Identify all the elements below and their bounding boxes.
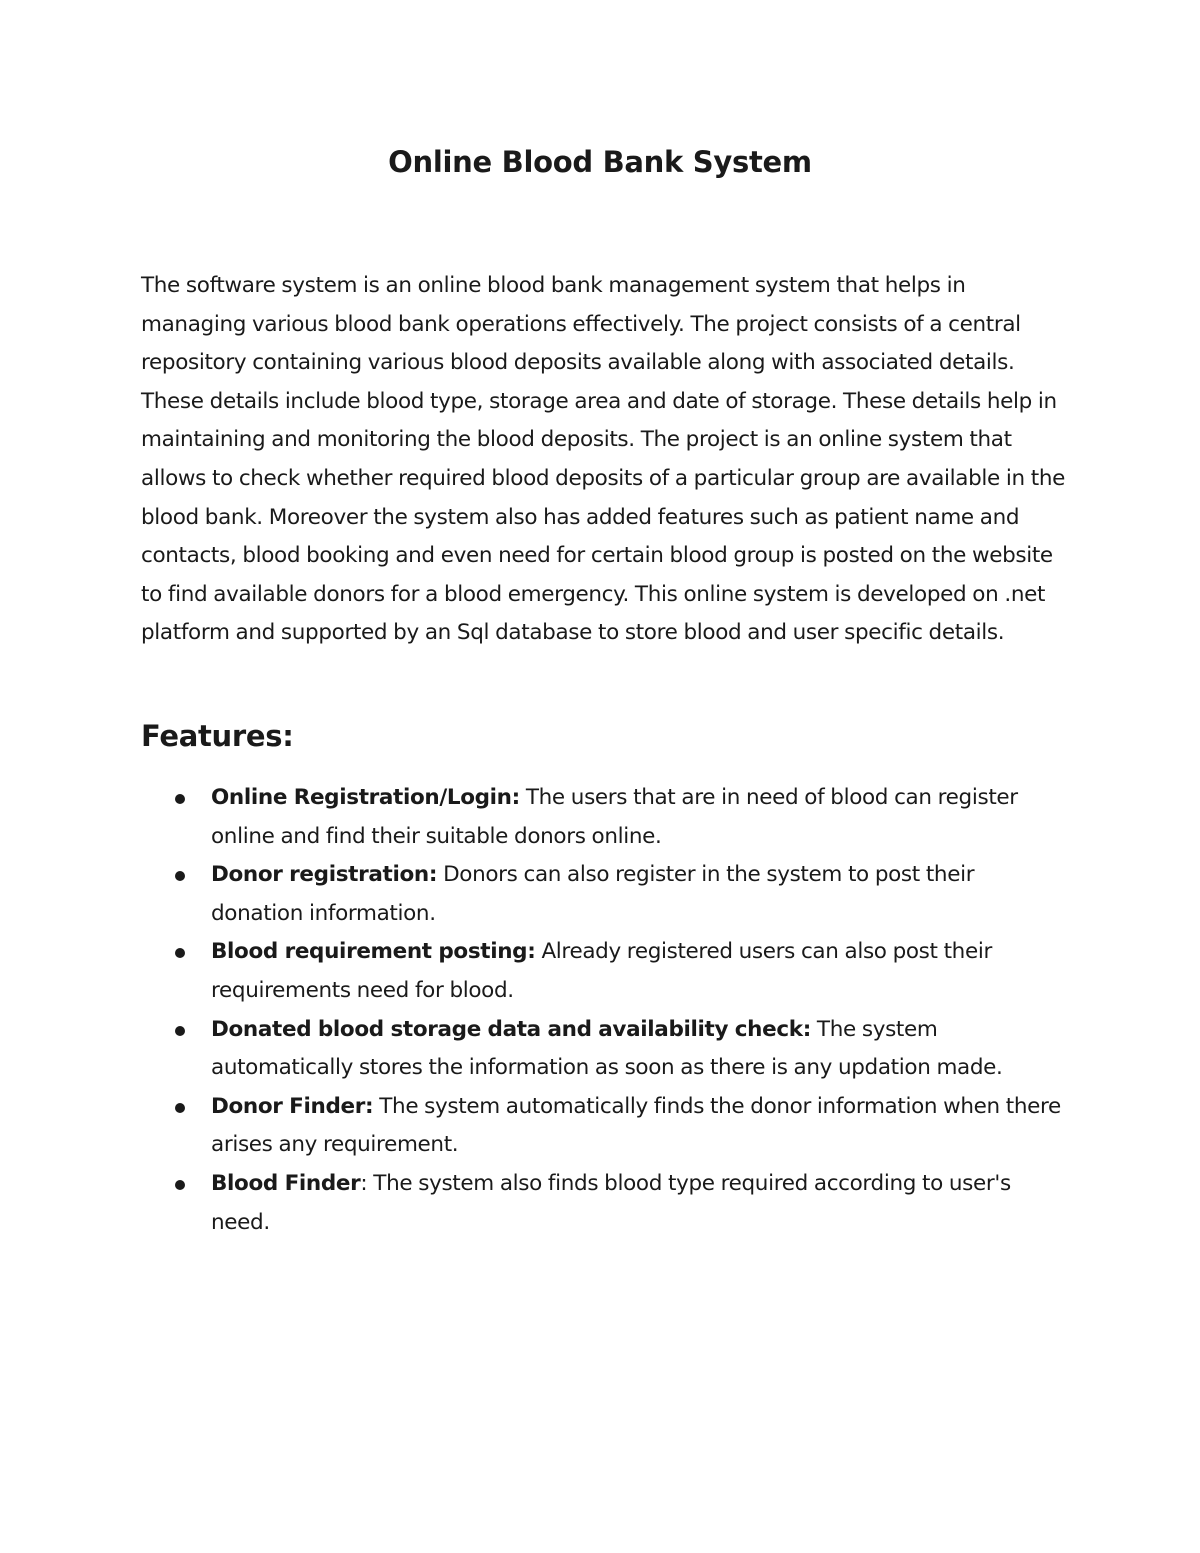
feature-description: The system automatically finds the donor information when there arises any requirement. xyxy=(211,1093,1061,1158)
feature-item-online-registration xyxy=(0,779,1061,856)
feature-name: Online Registration/Login: xyxy=(211,785,520,810)
feature-item-blood-finder xyxy=(0,1165,1061,1242)
feature-name: Donor Finder: xyxy=(211,1093,374,1119)
bullet-icon xyxy=(175,1103,185,1113)
feature-description: : The system also finds blood type required according to user's need. xyxy=(211,1170,1011,1235)
bullet-icon xyxy=(175,948,185,958)
feature-name: Blood requirement posting: xyxy=(211,939,536,965)
bullet-icon xyxy=(175,794,185,804)
feature-description: Already registered users can also post their requirements need for blood. xyxy=(211,939,992,1003)
bullet-icon xyxy=(175,871,185,881)
features-heading: Features: xyxy=(141,719,294,753)
bullet-icon xyxy=(175,1026,185,1036)
feature-description: Donors can also register in the system to post their donation information. xyxy=(211,862,975,926)
document-title: Online Blood Bank System xyxy=(388,145,812,179)
feature-item-donor-finder xyxy=(0,1088,1061,1165)
bullet-icon xyxy=(175,1180,185,1190)
features-list xyxy=(0,779,1200,1242)
feature-name: Donor registration: xyxy=(211,862,438,888)
feature-description: The system automatically stores the information as soon as there is any updation made. xyxy=(211,1016,1003,1081)
feature-name: Donated blood storage data and availability check: xyxy=(211,1016,811,1042)
feature-name: Blood Finder xyxy=(211,1170,361,1196)
intro-paragraph: The software system is an online blood bank management system that helps in managing various blood bank operations effectively. The project consists of a central repository containing various blood deposits available along with associated details. These details include blood type, storage area and date of storage. These details help in maintaining and monitoring the blood deposits. The project is an online system that allows to check whether required blood deposits of a particular group are available in the blood bank. Moreover the system also has added features such as patient name and contacts, blood booking and even need for certain blood group is posted on the website to find available donors for a blood emergency. This online system is developed on .net platform and supported by an Sql database to store blood and user specific details. xyxy=(141,273,1066,646)
feature-item-blood-requirement-posting xyxy=(0,933,1061,1010)
feature-item-donated-blood-storage xyxy=(0,1011,1061,1088)
feature-item-donor-registration xyxy=(0,856,1061,933)
feature-description: The users that are in need of blood can register online and find their suitable donors online. xyxy=(211,785,1018,849)
